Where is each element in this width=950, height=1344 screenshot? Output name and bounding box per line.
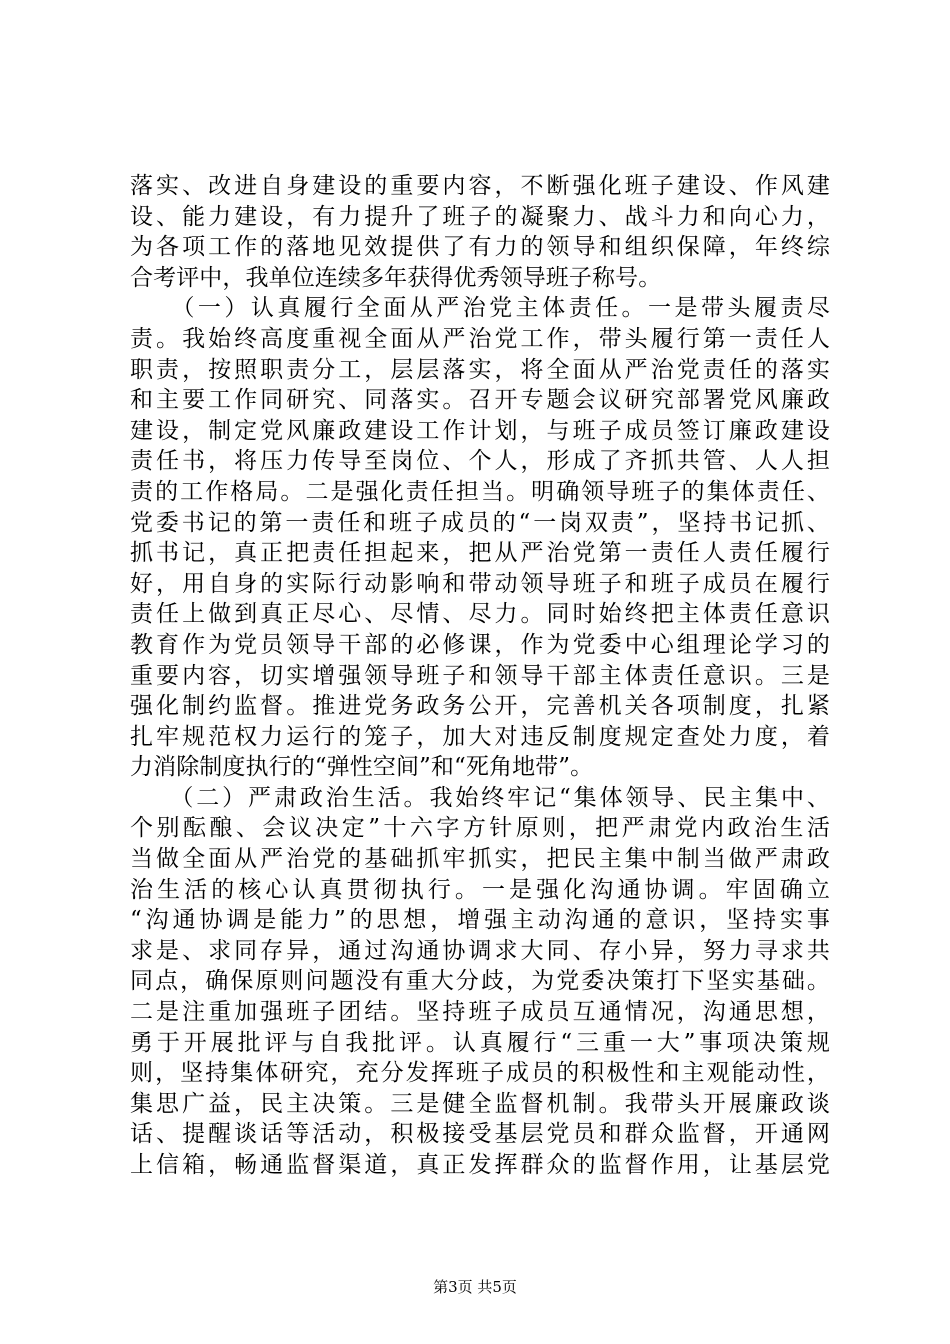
text-line: 个别酝酿、会议决定”十六字方针原则，把严肃党内政治生活: [130, 815, 830, 842]
text-line: 力消除制度执行的“弹性空间”和“死角地带”。: [130, 754, 594, 781]
text-line: 重要内容，切实增强领导班子和领导干部主体责任意识。三是: [130, 662, 830, 689]
text-line: 责任书，将压力传导至岗位、个人，形成了齐抓共管、人人担: [130, 448, 830, 475]
text-line: 落实、改进自身建设的重要内容，不断强化班子建设、作风建: [130, 173, 830, 199]
text-line: 同点，确保原则问题没有重大分歧，为党委决策打下坚实基础。: [130, 968, 830, 995]
text-line: 二是注重加强班子团结。坚持班子成员互通情况，沟通思想，: [130, 999, 830, 1026]
text-line: 教育作为党员领导干部的必修课，作为党委中心组理论学习的: [130, 631, 830, 658]
text-line: “沟通协调是能力”的思想，增强主动沟通的意识，坚持实事: [130, 907, 830, 934]
text-line: 建设，制定党风廉政建设工作计划，与班子成员签订廉政建设: [130, 417, 830, 444]
text-line: 则，坚持集体研究，充分发挥班子成员的积极性和主观能动性，: [130, 1060, 830, 1087]
text-line: 强化制约监督。推进党务政务公开，完善机关各项制度，扎紧: [130, 693, 830, 720]
text-line: 当做全面从严治党的基础抓牢抓实，把民主集中制当做严肃政: [130, 846, 830, 873]
text-line: （二）严肃政治生活。我始终牢记“集体领导、民主集中、: [130, 784, 830, 811]
text-line: 话、提醒谈话等活动，积极接受基层党员和群众监督，开通网: [130, 1121, 830, 1148]
text-line: 集思广益，民主决策。三是健全监督机制。我带头开展廉政谈: [130, 1090, 830, 1117]
text-line: 合考评中，我单位连续多年获得优秀领导班子称号。: [130, 264, 662, 291]
text-line: 上信箱，畅通监督渠道，真正发挥群众的监督作用，让基层党: [130, 1152, 830, 1178]
text-line: 求是、求同存异，通过沟通协调求大同、存小异，努力寻求共: [130, 937, 830, 964]
text-line: 党委书记的第一责任和班子成员的“一岗双责”，坚持书记抓、: [130, 509, 830, 536]
text-line: 和主要工作同研究、同落实。召开专题会议研究部署党风廉政: [130, 387, 830, 414]
text-line: 设、能力建设，有力提升了班子的凝聚力、战斗力和向心力，: [130, 203, 830, 230]
page-footer: 第3页 共5页: [433, 1278, 517, 1296]
text-line: 治生活的核心认真贯彻执行。一是强化沟通协调。牢固确立: [130, 876, 830, 903]
body-text: [130, 171, 830, 1181]
text-line: 勇于开展批评与自我批评。认真履行“三重一大”事项决策规: [130, 1029, 830, 1056]
text-line: 为各项工作的落地见效提供了有力的领导和组织保障，年终综: [130, 234, 830, 261]
text-line: 职责，按照职责分工，层层落实，将全面从严治党责任的落实: [130, 356, 830, 383]
text-line: 扎牢规范权力运行的笼子，加大对违反制度规定查处力度，着: [130, 723, 830, 750]
text-line: 好，用自身的实际行动影响和带动领导班子和班子成员在履行: [130, 570, 830, 597]
text-line: 责任上做到真正尽心、尽情、尽力。同时始终把主体责任意识: [130, 601, 830, 628]
text-line: （一）认真履行全面从严治党主体责任。一是带头履责尽: [130, 295, 830, 322]
text-line: 责。我始终高度重视全面从严治党工作，带头履行第一责任人: [130, 325, 830, 352]
text-line: 抓书记，真正把责任担起来，把从严治党第一责任人责任履行: [130, 540, 830, 567]
text-line: 责的工作格局。二是强化责任担当。明确领导班子的集体责任、: [130, 478, 830, 505]
